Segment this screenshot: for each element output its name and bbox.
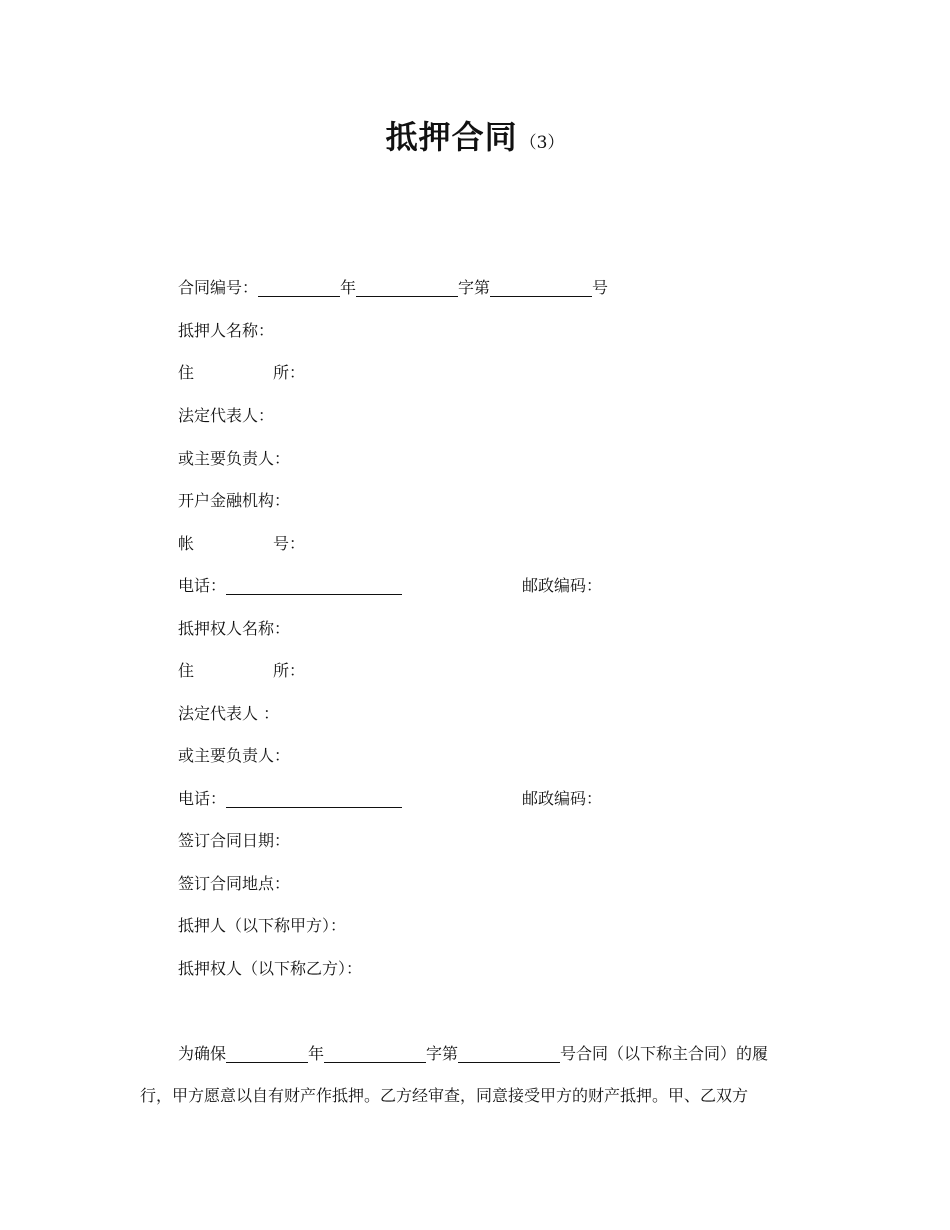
mortgagor-phone-blank[interactable] <box>226 577 402 595</box>
mortgagor-address-row <box>178 362 305 384</box>
contract-number-row <box>178 277 608 299</box>
mortgagor-phone-label: 电话： <box>178 576 227 595</box>
contract-year-blank[interactable] <box>258 279 340 297</box>
contract-word-blank[interactable] <box>356 279 458 297</box>
body-p1-start: 为确保 <box>178 1044 227 1063</box>
mortgagee-principal-row: 或主要负责人： <box>178 746 291 765</box>
body-no-blank[interactable] <box>458 1045 560 1063</box>
contract-year-text: 年 <box>340 278 357 297</box>
mortgagee-postal-label: 邮政编码： <box>522 789 603 808</box>
mortgagor-phone-row <box>178 575 402 597</box>
mortgagor-principal-row: 或主要负责人： <box>178 449 291 468</box>
mortgagor-account-row <box>178 533 305 555</box>
contract-no-text: 号 <box>592 278 609 297</box>
body-p1-word: 字第 <box>426 1044 459 1063</box>
mortgagor-bank-row: 开户金融机构： <box>178 491 291 510</box>
party-a-row: 抵押人（以下称甲方）： <box>178 916 347 935</box>
body-p1-year: 年 <box>308 1044 325 1063</box>
mortgagee-name-row: 抵押权人名称： <box>178 619 291 638</box>
mortgagee-address-label-b: 所： <box>273 661 306 680</box>
mortgagor-account-label-b: 号： <box>273 534 306 553</box>
mortgagor-legal-rep-row: 法定代表人： <box>178 406 275 425</box>
contract-no-blank[interactable] <box>490 279 592 297</box>
mortgagee-address-label-a: 住 <box>178 661 195 680</box>
mortgagee-phone-blank[interactable] <box>226 790 402 808</box>
mortgagor-address-label-b: 所： <box>273 363 306 382</box>
contract-number-label: 合同编号： <box>178 278 259 297</box>
mortgagor-name-row: 抵押人名称： <box>178 321 275 340</box>
title-suffix: （3） <box>519 133 565 153</box>
mortgagee-address-row <box>178 660 305 682</box>
body-year-blank[interactable] <box>226 1045 308 1063</box>
signing-date-row: 签订合同日期： <box>178 831 291 850</box>
page-title <box>0 112 950 158</box>
mortgagor-account-label-a: 帐 <box>178 534 195 553</box>
title-text: 抵押合同 <box>385 118 518 156</box>
mortgagee-phone-label: 电话： <box>178 789 227 808</box>
body-paragraph-line-1 <box>178 1043 868 1065</box>
party-b-row: 抵押权人（以下称乙方）： <box>178 959 363 978</box>
signing-place-row: 签订合同地点： <box>178 874 291 893</box>
mortgagor-address-label-a: 住 <box>178 363 195 382</box>
body-word-blank[interactable] <box>324 1045 426 1063</box>
mortgagee-legal-rep-row: 法定代表人 ： <box>178 704 280 723</box>
body-paragraph-line-2: 行，甲方愿意以自有财产作抵押。乙方经审查，同意接受甲方的财产抵押。甲、乙双方 <box>140 1086 749 1105</box>
body-p1-rest: 号合同（以下称主合同）的履 <box>560 1044 769 1063</box>
contract-word-text: 字第 <box>458 278 491 297</box>
mortgagor-postal-label: 邮政编码： <box>522 576 603 595</box>
mortgagee-phone-row <box>178 788 402 810</box>
